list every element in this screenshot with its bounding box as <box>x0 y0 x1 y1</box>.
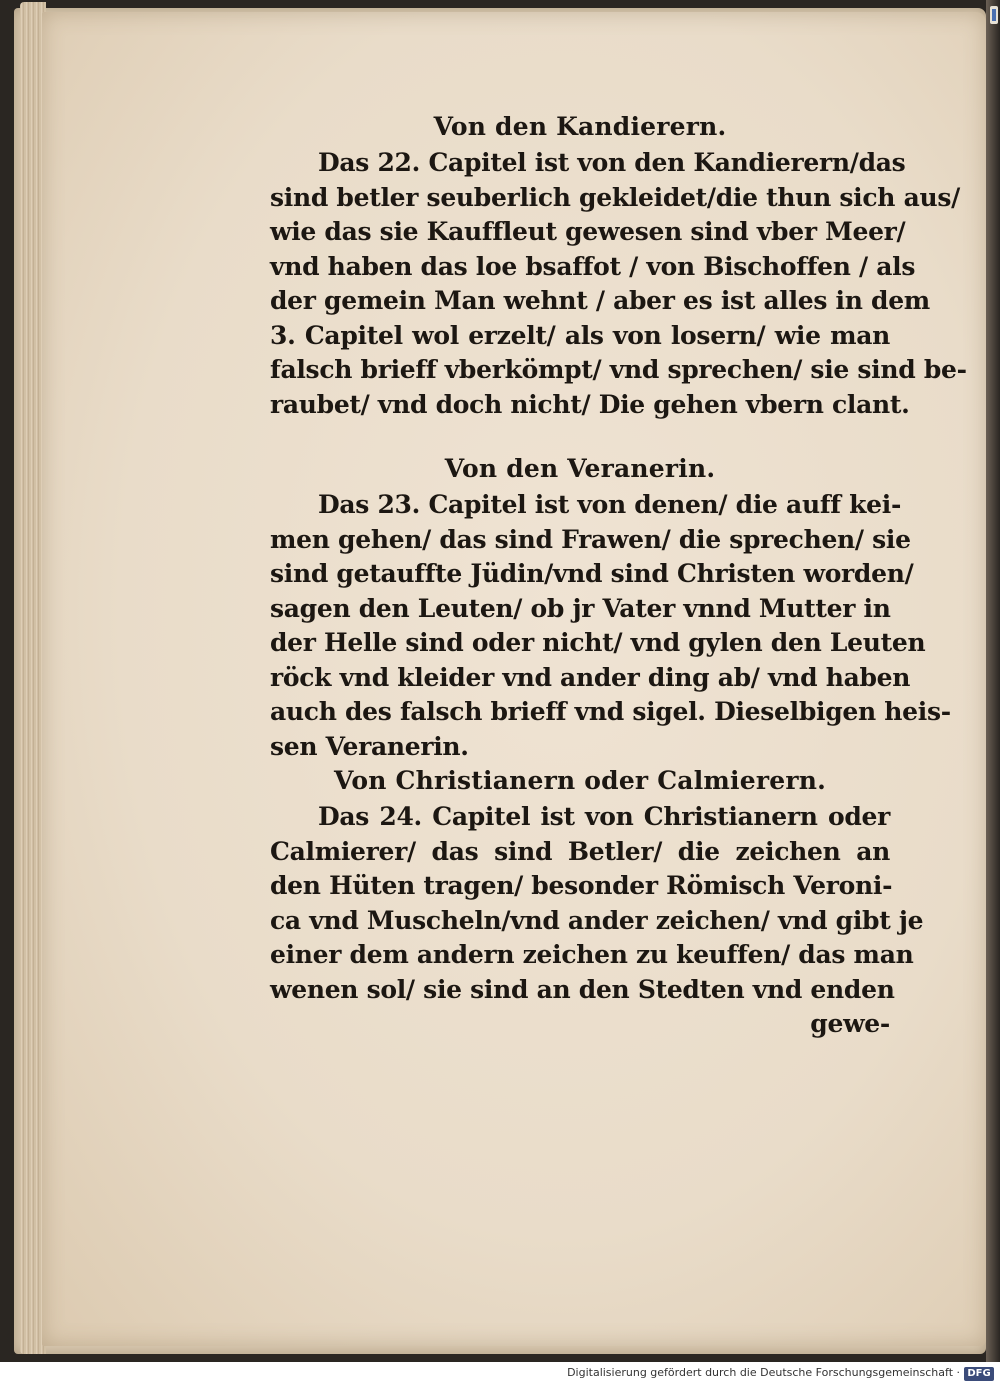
text-line: röck vnd kleider vnd ander ding ab/ vnd haben <box>270 662 911 692</box>
binding-shadow <box>986 0 1000 1362</box>
section-heading-kandierern: Von den Kandierern. <box>433 112 727 141</box>
text-line: sen Veranerin. <box>270 731 469 761</box>
text-line: raubet/ vnd doch nicht/ Die gehen vbern clant. <box>270 389 910 419</box>
color-scale-icon <box>990 6 998 24</box>
section-gap <box>270 422 890 452</box>
text-line: sind getauffte Jüdin/vnd sind Christen worden/ <box>270 559 914 588</box>
text-line: wenen sol/ sie sind an den Stedten vnd enden <box>270 974 895 1004</box>
text-line: den Hüten tragen/ besonder Römisch Veroni- <box>270 871 893 900</box>
section-heading-veranerin: Von den Veranerin. <box>444 454 716 483</box>
funding-credit: Digitalisierung gefördert durch die Deutsche Forschungsgemeinschaft · <box>567 1366 960 1379</box>
text-line: ca vnd Muscheln/vnd ander zeichen/ vnd gibt je <box>270 905 924 935</box>
digitization-footer <box>0 1362 1000 1387</box>
text-line: der Helle sind oder nicht/ vnd gylen den Leuten <box>270 628 926 657</box>
section-heading-christianern: Von Christianern oder Calmierern. <box>334 766 826 795</box>
text-line: falsch brieff vberkömpt/ vnd sprechen/ sie sind be- <box>270 355 967 384</box>
text-line: sagen den Leuten/ ob jr Vater vnnd Mutter in <box>270 593 891 623</box>
text-line: Calmierer/ das sind Betler/ die zeichen an <box>270 836 890 866</box>
text-line: einer dem andern zeichen zu keuffen/ das man <box>270 940 914 969</box>
catchword: gewe- <box>810 1009 890 1038</box>
text-line: 3. Capitel wol erzelt/ als von losern/ wie man <box>270 320 890 350</box>
text-line: men gehen/ das sind Frawen/ die sprechen/ sie <box>270 524 911 554</box>
text-line: auch des falsch brieff vnd sigel. Dieselbigen heis- <box>270 697 951 726</box>
text-line: Das 24. Capitel ist von Christianern oder <box>318 802 890 831</box>
printed-text <box>270 110 967 1042</box>
dfg-logo: DFG <box>964 1367 994 1381</box>
text-line: vnd haben das loe bsaffot / von Bischoffen / als <box>270 251 916 281</box>
text-line: sind betler seuberlich gekleidet/die thun sich aus/ <box>270 182 960 212</box>
text-line: der gemein Man wehnt / aber es ist alles in dem <box>270 286 930 315</box>
text-line: wie das sie Kauffleut gewesen sind vber Meer/ <box>270 217 906 246</box>
text-line: Das 23. Capitel ist von denen/ die auff kei- <box>318 490 902 519</box>
text-line: Das 22. Capitel ist von den Kandierern/das <box>318 148 906 177</box>
